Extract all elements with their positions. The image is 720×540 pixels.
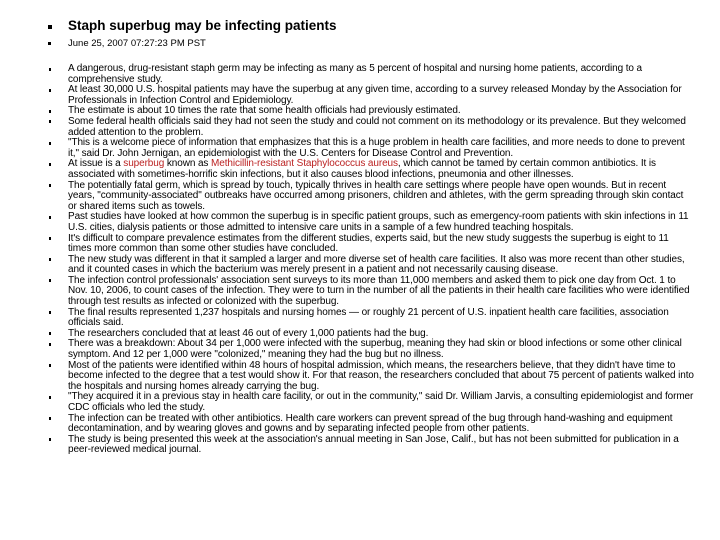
bullet-icon	[49, 343, 52, 346]
text-segment: The new study was different in that it sampled a larger and more diverse set of health care facilities. It also was more recent than other studies, and it counted cases in which the bacterium was merely present in a patient and not necessarily causing disease.	[68, 253, 685, 276]
date-row	[46, 38, 694, 49]
text-segment: The potentially fatal germ, which is spread by touch, typically thrives in health care settings where people have open wounds. But in recent years, "community-associated" outbreaks have occurred among prisoners, children and athletes, with the germ spreading through skin contact or shared items such as towels.	[68, 179, 684, 212]
bullet-column	[46, 414, 68, 421]
bullet-text	[68, 64, 694, 85]
text-segment: "They acquired it in a previous stay in health care facility, or out in the community," said Dr. William Jarvis, a consulting epidemiologist and former CDC officials who led the study.	[68, 391, 694, 413]
bullet-icon	[49, 142, 52, 145]
bullet-item	[46, 435, 694, 456]
bullet-item	[46, 85, 694, 106]
text-segment: A dangerous, drug-resistant staph germ may be infecting as many as 5 percent of hospital and nursing home patients, according to a comprehensive study.	[68, 63, 643, 85]
bullet-icon	[49, 279, 52, 282]
text-segment: known as	[164, 158, 212, 170]
title-bullet-column	[46, 18, 68, 29]
bullet-text	[68, 414, 694, 435]
bullet-item	[46, 138, 694, 159]
bullet-column	[46, 276, 68, 283]
bullet-column	[46, 159, 68, 166]
bullet-text	[68, 308, 694, 329]
highlighted-term: Methicillin-resistant Staphylococcus aureus	[211, 158, 398, 170]
bullet-icon	[49, 438, 52, 441]
text-segment: At least 30,000 U.S. hospital patients may have the superbug at any given time, according to a survey released Monday by the Association for Professionals in Infection Control and Epidemiology.	[68, 84, 682, 106]
bullet-item	[46, 255, 694, 276]
bullet-item	[46, 181, 694, 213]
bullet-text	[68, 138, 694, 159]
text-segment: The study is being presented this week at the association's annual meeting in San Jose, Calif., but has not been submitted for publication in a peer-reviewed medical journal.	[68, 433, 679, 456]
bullet-item	[46, 64, 694, 85]
bullet-icon	[49, 216, 52, 219]
bullet-column	[46, 212, 68, 219]
bullet-column	[46, 329, 68, 336]
bullet-column	[46, 85, 68, 92]
bullet-column	[46, 138, 68, 145]
bullet-column	[46, 255, 68, 262]
bullet-icon	[49, 258, 52, 261]
bullet-item	[46, 308, 694, 329]
bullet-text	[68, 85, 694, 106]
bullet-column	[46, 117, 68, 124]
bullet-item	[46, 212, 694, 233]
bullet-column	[46, 392, 68, 399]
bullet-item	[46, 117, 694, 138]
bullet-text	[68, 234, 694, 255]
title-row	[46, 18, 694, 34]
bullet-icon	[49, 311, 52, 314]
bullet-icon	[49, 364, 52, 367]
bullet-text	[68, 181, 694, 213]
bullet-text	[68, 212, 694, 233]
bullet-icon	[49, 332, 52, 335]
bullet-text	[68, 361, 694, 393]
bullet-item	[46, 339, 694, 360]
text-segment: Most of the patients were identified within 48 hours of hospital admission, which means, the researchers believe, that they didn't have time to become infected to the degree that a test would show it. For that reason, the researchers concluded that about 75 percent of patients walked into the hospitals and nursing homes already carrying the bug.	[68, 359, 694, 392]
text-segment: , which cannot be tamed by certain common antibiotics. It is associated with sometimes-horrific skin infections, but it also causes blood infections, pneumonia and other illnesses.	[68, 158, 656, 180]
bullet-column	[46, 361, 68, 368]
bullet-icon	[49, 163, 52, 166]
bullet-item	[46, 234, 694, 255]
bullet-text	[68, 339, 694, 360]
bullet-icon	[49, 68, 52, 71]
bullet-text	[68, 255, 694, 276]
bullet-text	[68, 435, 694, 456]
bullet-column	[46, 106, 68, 113]
bullet-icon	[49, 89, 52, 92]
bullet-column	[46, 339, 68, 346]
bullet-icon	[49, 120, 52, 123]
text-segment: There was a breakdown: About 34 per 1,000 were infected with the superbug, meaning they had skin or blood infections or some other clinical symptom. And 12 per 1,000 were "colonized," meaning they had the bug but no illness.	[68, 338, 682, 361]
bullet-item	[46, 361, 694, 393]
date-line: June 25, 2007 07:27:23 PM PST	[68, 38, 206, 49]
bullet-list	[46, 64, 694, 456]
bullet-text	[68, 117, 694, 138]
bullet-column	[46, 435, 68, 442]
bullet-text	[68, 159, 694, 180]
text-segment: At issue is a	[68, 158, 124, 170]
text-segment: The estimate is about 10 times the rate that some health officials had previously estimated.	[68, 105, 461, 117]
text-segment: The researchers concluded that at least 46 out of every 1,000 patients had the bug.	[68, 327, 429, 339]
highlighted-term: superbug	[123, 158, 165, 170]
bullet-item	[46, 392, 694, 413]
text-segment: It's difficult to compare prevalence estimates from the different studies, experts said, but the new study suggests the superbug is eight to 11 times more common than some other studies have concluded.	[68, 232, 669, 255]
bullet-icon	[48, 42, 51, 45]
bullet-column	[46, 181, 68, 188]
text-segment: Past studies have looked at how common the superbug is in specific patient groups, such as emergency-room patients with skin infections in 11 U.S. cities, dialysis patients or those admitted to intensive care units in a sample of a few hundred teaching hospitals.	[68, 211, 689, 233]
bullet-icon	[49, 184, 52, 187]
bullet-icon	[49, 396, 52, 399]
bullet-column	[46, 308, 68, 315]
bullet-icon	[49, 237, 52, 240]
bullet-item	[46, 159, 694, 180]
bullet-icon	[49, 417, 52, 420]
text-segment: "This is a welcome piece of information that emphasizes that this is a huge problem in health care facilities, and more needs to done to prevent it," said Dr. John Jernigan, an epidemiologist with the U.S. Centers for Disease Control and Prevention.	[68, 137, 685, 159]
bullet-icon	[49, 110, 52, 113]
text-segment: The infection can be treated with other antibiotics. Health care workers can prevent spread of the bug through hand-washing and equipment decontamination, and by wearing gloves and gowns and by separating infected people from other patients.	[68, 412, 673, 435]
bullet-item	[46, 276, 694, 308]
bullet-text	[68, 392, 694, 413]
bullet-icon	[48, 25, 52, 29]
bullet-column	[46, 234, 68, 241]
page-title: Staph superbug may be infecting patients	[68, 18, 337, 33]
bullet-column	[46, 64, 68, 71]
date-bullet-column	[46, 38, 68, 45]
bullet-text	[68, 276, 694, 308]
bullet-item	[46, 414, 694, 435]
text-segment: The final results represented 1,237 hospitals and nursing homes — or roughly 21 percent of U.S. inpatient health care facilities, association officials said.	[68, 306, 669, 329]
text-segment: Some federal health officials said they had not seen the study and could not comment on its methodology or its prevalence. But they welcomed added attention to the problem.	[68, 115, 686, 138]
text-segment: The infection control professionals' association sent surveys to its more than 11,000 members and asked them to pick one day from Oct. 1 to Nov. 10, 2006, to count cases of the infection. They were to turn in the number of all the patients in their health care facilities who were identified through test results as infected or colonized with the superbug.	[68, 274, 690, 308]
